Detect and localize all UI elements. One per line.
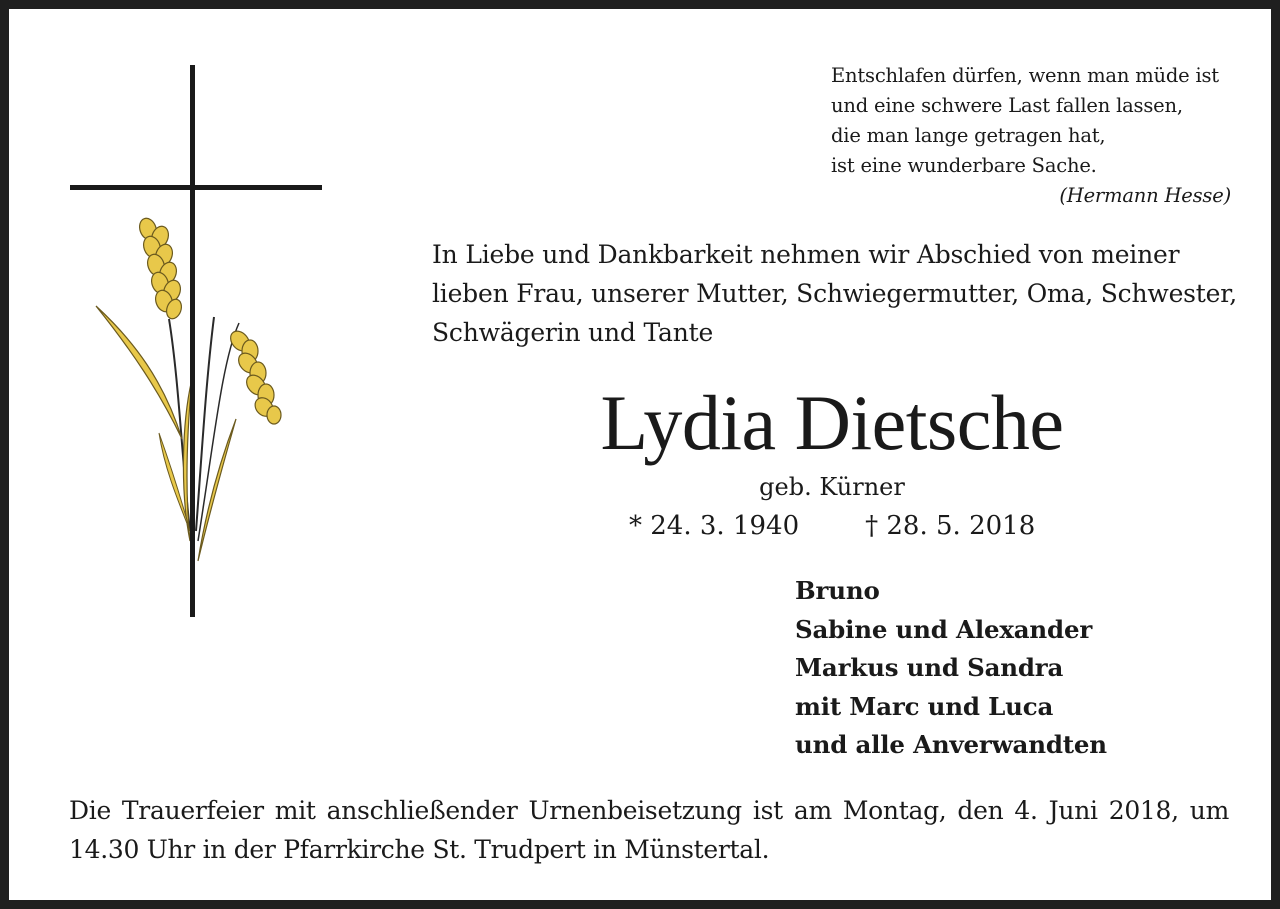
funeral-details bbox=[69, 791, 1229, 869]
mourner-line: Bruno bbox=[795, 576, 880, 605]
mourners-list bbox=[795, 572, 1195, 765]
farewell-intro bbox=[432, 235, 1252, 352]
intro-line: lieben Frau, unserer Mutter, Schwiegermutter, Oma, Schwester, bbox=[432, 279, 1237, 308]
mourner-line: Markus und Sandra bbox=[795, 653, 1064, 683]
funeral-line: Die Trauerfeier mit anschließender Urnenbeisetzung ist am Montag, den 4. Juni 2018, um bbox=[69, 796, 1229, 825]
mourner-line: und alle Anverwandten bbox=[795, 730, 1107, 760]
quote-line: Entschlafen dürfen, wenn man müde ist bbox=[831, 64, 1219, 87]
intro-line: In Liebe und Dankbarkeit nehmen wir Abschied von meiner bbox=[432, 240, 1180, 269]
intro-line: Schwägerin und Tante bbox=[432, 318, 714, 347]
mourner-line: mit Marc und Luca bbox=[795, 691, 1054, 721]
cross-with-wheat-icon bbox=[64, 61, 334, 626]
birth-name: geb. Kürner bbox=[759, 473, 905, 501]
hesse-quote bbox=[831, 61, 1231, 211]
quote-line: die man lange getragen hat, bbox=[831, 124, 1106, 147]
life-dates bbox=[629, 507, 1049, 545]
quote-line: und eine schwere Last fallen lassen, bbox=[831, 94, 1183, 117]
deceased-name: Lydia Dietsche bbox=[600, 379, 1064, 466]
quote-line: ist eine wunderbare Sache. bbox=[831, 154, 1097, 177]
quote-author: (Hermann Hesse) bbox=[1059, 184, 1231, 207]
funeral-line: 14.30 Uhr in der Pfarrkirche St. Trudpert in Münstertal. bbox=[69, 835, 770, 864]
death-date: † 28. 5. 2018 bbox=[865, 511, 1036, 541]
mourner-line: Sabine und Alexander bbox=[795, 614, 1093, 644]
birth-date: * 24. 3. 1940 bbox=[629, 511, 800, 541]
